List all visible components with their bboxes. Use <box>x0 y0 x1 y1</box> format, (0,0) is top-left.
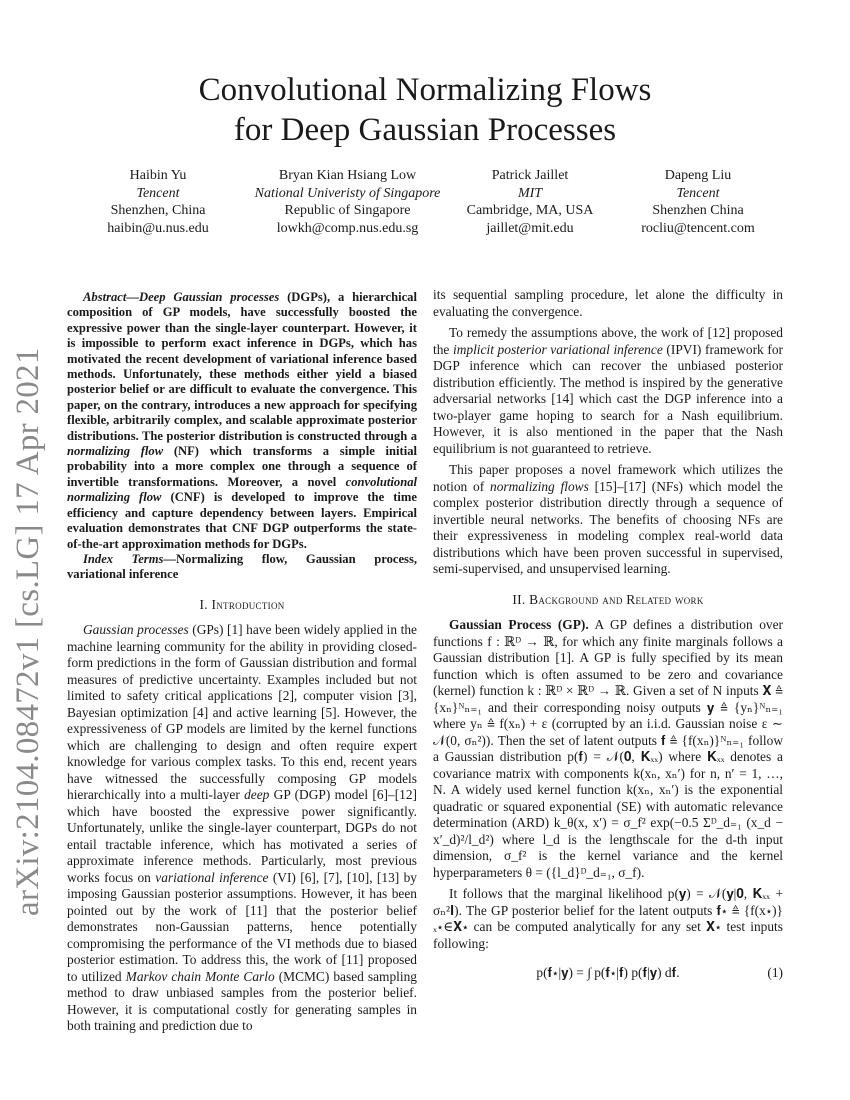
intro-text-c: (VI) [6], [7], [10], [13] by imposing Gaussian posterior assumptions. However, it has been pointed out by the work of [11] that the posterior belief demonstrates non-Gaussian patterns, hence potentially compromising the performance of the VI methods due to biased posterior estimation. To address this, the work of [11] proposed to utilized <box>67 869 417 984</box>
author-location: Cambridge, MA, USA <box>466 203 594 218</box>
abstract-text-2: (NF) which transforms a simple initial probability into a more complex one through a sequence of invertible transformations. Moreover, a novel <box>67 444 417 489</box>
equation-number: (1) <box>767 965 783 980</box>
abstract-term: Deep Gaussian processes <box>138 290 280 304</box>
abstract-label: Abstract <box>83 290 127 304</box>
term-ipvi: implicit posterior variational inference <box>453 341 663 357</box>
right-text-d: [15]–[17] (NFs) which model the complex posterior distribution directly through a sequence of invertible neural networks. The benefits of choosing NFs are their expressiveness in modeling complex real-world data distributions which have been proven successful in supervised, semi-supervised, and unsupervised learning. <box>433 478 783 576</box>
abstract-text: (DGPs), a hierarchical composition of GP models, have successfully boosted the expressive power than the single-layer counterpart. However, it is impossible to perform exact inference in DGPs, which has motivated the recent development of variational inference based methods. Unfortunately, these methods either yield a biased posterior belief or are difficult to evaluate the convergence. This paper, on the contrary, introduces a new approach for specifying flexible, arbitrarily complex, and scalable approximate posterior distributions. The posterior distribution is constructed through a <box>67 290 417 443</box>
author-email: lowkh@comp.nus.edu.sg <box>276 220 419 236</box>
section-heading-introduction <box>67 597 417 614</box>
author-affiliation: Tencent <box>676 185 720 201</box>
right-paragraph-1 <box>433 325 783 457</box>
section-numeral: II. <box>512 591 530 607</box>
paper-title-line-2: for Deep Gaussian Processes <box>233 112 617 148</box>
intro-paragraph-1 <box>67 622 417 1035</box>
abstract-dash: — <box>126 290 139 304</box>
left-column <box>67 290 417 1040</box>
index-terms-text: —Normalizing flow, Gaussian process, variational inference <box>67 551 417 582</box>
right-column <box>433 287 783 982</box>
index-terms-label: Index Terms <box>83 551 164 566</box>
posterior-paragraph: It follows that the marginal likelihood p(𝐲) = 𝒩(𝐲|𝟎, 𝐊ₓₓ + σₙ²𝐈). The GP posterior belief for the latent outputs 𝐟⋆ ≜ {f(x⋆)}ₓ⋆∈𝐗⋆ can be computed analytically for any set 𝐗⋆ test inputs following: <box>433 886 783 951</box>
author-email: rocliu@tencent.com <box>641 220 755 236</box>
author-affiliation: Tencent <box>136 185 180 201</box>
abstract <box>67 290 417 583</box>
paper-title-line-1: Convolutional Normalizing Flows <box>198 72 652 108</box>
term-variational-inference: variational inference <box>155 869 269 885</box>
author-name: Haibin Yu <box>129 168 187 183</box>
author-name: Patrick Jaillet <box>491 168 569 183</box>
section-title: Background and Related work <box>529 591 704 607</box>
section-title: Introduction <box>211 596 285 612</box>
section-numeral: I. <box>199 596 212 612</box>
equation-body: p(𝐟⋆|𝐲) = ∫ p(𝐟⋆|𝐟) p(𝐟|𝐲) d𝐟. <box>536 965 680 980</box>
author-email: jaillet@mit.edu <box>486 220 574 236</box>
intro-text-d: (MCMC) based sampling method to draw unbiased samples from the posterior belief. However, it is computational costly for generating samples in both training and prediction due to <box>67 968 417 1034</box>
term-normalizing-flows: normalizing flows <box>490 478 589 494</box>
abstract-text-3: (CNF) is developed to improve the time efficiency and capture dependency between layers. Empirical evaluation demonstrates that CNF DGP outperforms the state-of-the-art approximation methods for DGPs. <box>67 490 417 551</box>
author-location: Shenzhen, China <box>110 203 206 218</box>
author-location: Republic of Singapore <box>284 203 411 218</box>
intro-text-a: (GPs) [1] have been widely applied in the machine learning community for the ability in providing closed-form predictions in the form of Gaussian distribution and formal measures of predictive uncertainty. Examples included but not limited to safety critical applications [2], computer vision [3], Bayesian optimization [4] and active learning [5]. However, the expressiveness of GP models are limited by the kernel functions which are challenging to design and often require expert knowledge for various complex tasks. To this end, recent years have witnessed the successfully composing GP models hierarchically into a multi-layer <box>67 622 417 803</box>
abstract-term-3: convolutional normalizing flow <box>67 474 417 505</box>
author-affiliation: MIT <box>517 185 543 201</box>
right-text-b: (IPVI) framework for DGP inference which can recover the unbiased posterior distribution efficiently. The method is inspired by the generative adversarial networks [14] which cast the DGP inference into a two-player game hoping to search for a Nash equilibrium. However, it is also mentioned in the paper that the Nash equilibrium is not guaranteed to retrieve. <box>433 341 783 456</box>
gp-paragraph <box>433 617 783 881</box>
right-paragraph-2 <box>433 462 783 578</box>
right-paragraph-0: its sequential sampling procedure, let alone the difficulty in evaluating the convergence. <box>433 287 783 319</box>
abstract-paragraph <box>67 290 417 552</box>
author-1 <box>88 167 228 237</box>
author-email: haibin@u.nus.edu <box>107 220 209 236</box>
equation-1 <box>433 965 783 982</box>
abstract-term-2: normalizing flow <box>67 444 164 459</box>
term-deep: deep <box>244 787 270 803</box>
author-location: Shenzhen China <box>652 203 744 218</box>
paper-title <box>0 70 850 150</box>
arxiv-stamp: arXiv:2104.08472v1 [cs.LG] 17 Apr 2021 <box>10 347 46 916</box>
intro-text-b: GP (DGP) model [6]–[12] which have boosted the expressive power significantly. Unfortunately, unlike the single-layer counterpart, DGPs do not entail tractable inference, which has motivated a series of approximate inference methods. Particularly, most previous works focus on <box>67 787 418 885</box>
section-heading-background <box>433 592 783 609</box>
index-terms <box>67 552 417 583</box>
author-3 <box>455 167 605 237</box>
gp-label: Gaussian Process (GP). <box>449 617 589 632</box>
author-4 <box>618 167 778 237</box>
author-name: Dapeng Liu <box>664 168 732 183</box>
term-mcmc: Markov chain Monte Carlo <box>125 968 275 984</box>
author-affiliation: National Univeristy of Singapore <box>254 185 441 201</box>
gp-text: A GP defines a distribution over functions f : ℝᴰ → ℝ, for which any finite marginals follows a Gaussian distribution [1]. A GP is fully specified by its mean function which is often assumed to be zero and covariance (kernel) function k : ℝᴰ × ℝᴰ → ℝ. Given a set of N inputs 𝐗 ≜ {xₙ}ᴺₙ₌₁ and their corresponding noisy outputs 𝐲 ≜ {yₙ}ᴺₙ₌₁ where yₙ ≜ f(xₙ) + ε (corrupted by an i.i.d. Gaussian noise ε ∼ 𝒩(0, σₙ²)). Then the set of latent outputs 𝐟 ≜ {f(xₙ)}ᴺₙ₌₁ follow a Gaussian distribution p(𝐟) = 𝒩(𝟎, 𝐊ₓₓ) where 𝐊ₓₓ denotes a covariance matrix with components k(xₙ, xₙ′) for n, n′ = 1, …, N. A widely used kernel function k(xₙ, xₙ′) is the exponential quadratic or squared exponential (SE) with automatic relevance determination (ARD) k_θ(x, x′) = σ_f² exp(−0.5 Σᴰ_d₌₁ (x_d − x′_d)²/l_d²) where l_d is the lengthscale for the d-th input dimension, σ_f² is the kernel variance and the kernel hyperparameters θ = ({l_d}ᴰ_d₌₁, σ_f). <box>433 617 783 880</box>
author-2 <box>230 167 465 237</box>
right-text-c: This paper proposes a novel framework which utilizes the notion of <box>433 462 783 494</box>
author-name: Bryan Kian Hsiang Low <box>278 168 417 183</box>
term-gaussian-processes: Gaussian processes <box>83 622 189 638</box>
right-text-a: To remedy the assumptions above, the work of [12] proposed the <box>433 325 783 357</box>
